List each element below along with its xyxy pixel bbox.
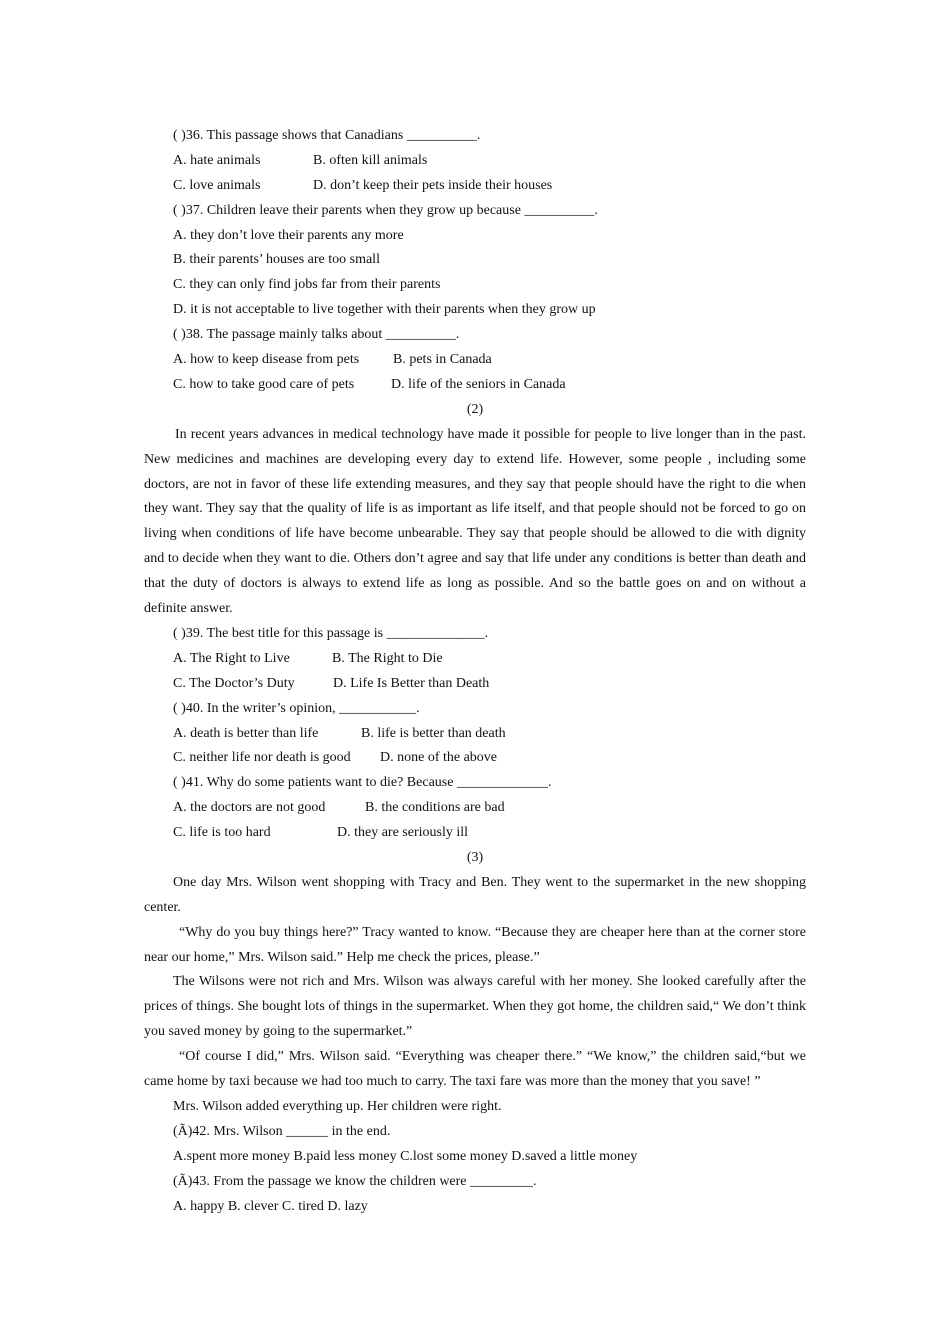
question-39-option-d: D. Life Is Better than Death: [333, 675, 490, 691]
question-39-options-row1: [144, 647, 806, 672]
question-40-option-b: B. life is better than death: [361, 725, 506, 741]
exam-page: [144, 124, 806, 1219]
question-39-option-c: C. The Doctor’s Duty: [173, 675, 295, 691]
question-36-option-d: D. don’t keep their pets inside their houses: [313, 177, 553, 193]
question-41-option-c: C. life is too hard: [173, 825, 271, 841]
question-38-stem: ( )38. The passage mainly talks about __________.: [173, 327, 460, 343]
question-42-stem: (Ã)42. Mrs. Wilson ______ in the end.: [173, 1123, 391, 1139]
section-3-paragraph-2: “Why do you buy things here?” Tracy wanted to know. “Because they are cheaper here than at the corner store near our home,” Mrs. Wilson said.” Help me check the prices, please.”: [144, 924, 806, 965]
question-37-option-a: A. they don’t love their parents any more: [173, 227, 404, 243]
question-42-options: A.spent more money B.paid less money C.lost some money D.saved a little money: [173, 1148, 638, 1164]
question-37-option-d: D. it is not acceptable to live together with their parents when they grow up: [173, 302, 596, 318]
question-41-option-a: A. the doctors are not good: [173, 800, 326, 816]
question-39-options-row2: [144, 672, 806, 697]
question-41-option-b: B. the conditions are bad: [365, 800, 505, 816]
question-41-options-row2: [144, 821, 806, 846]
question-40-stem: ( )40. In the writer’s opinion, ___________.: [173, 700, 420, 716]
question-37-option-c: C. they can only find jobs far from their parents: [173, 277, 441, 293]
section-2-passage: In recent years advances in medical technology have made it possible for people to live longer than in the past. New medicines and machines are developing every day to extend life. However, some people , including some doctors, are not in favor of these life extending measures, and they say that people should have the right to die when they want. They say that the quality of life is as important as life itself, and that people should not be forced to go on living when conditions of life have become unbearable. They say that people should be allowed to die with dignity and to decide when they want to die. Others don’t agree and say that life under any conditions is better than death and that the duty of doctors is always to extend life as long as possible. And so the battle goes on and on without a definite answer.: [144, 426, 806, 617]
question-40-options-row2: [144, 746, 806, 771]
question-39-stem: ( )39. The best title for this passage is ______________.: [173, 625, 489, 641]
question-38-option-d: D. life of the seniors in Canada: [391, 376, 566, 392]
question-43-options: A. happy B. clever C. tired D. lazy: [173, 1198, 368, 1214]
question-36-options-row2: [144, 174, 806, 199]
section-3-heading: (3): [466, 849, 484, 865]
question-38-option-c: C. how to take good care of pets: [173, 376, 355, 392]
question-38-options-row1: [144, 348, 806, 373]
question-38-options-row2: [144, 373, 806, 398]
question-37-stem: ( )37. Children leave their parents when they grow up because __________.: [173, 202, 598, 218]
question-43-stem: (Ã)43. From the passage we know the children were _________.: [173, 1173, 537, 1189]
question-40-options-row1: [144, 722, 806, 747]
section-3-paragraph-3: The Wilsons were not rich and Mrs. Wilson was always careful with her money. She looked carefully after the prices of things. She bought lots of things in the supermarket. When they got home, the children said,“ We don’t think you saved money by going to the supermarket.”: [144, 974, 806, 1040]
question-40-option-a: A. death is better than life: [173, 725, 319, 741]
question-36-option-b: B. often kill animals: [313, 152, 428, 168]
question-38-option-b: B. pets in Canada: [393, 352, 492, 368]
section-3-paragraph-1: One day Mrs. Wilson went shopping with Tracy and Ben. They went to the supermarket in the new shopping center.: [144, 874, 806, 915]
question-36-option-c: C. love animals: [173, 177, 261, 193]
question-39-option-a: A. The Right to Live: [173, 650, 290, 666]
question-41-stem: ( )41. Why do some patients want to die? Because _____________.: [173, 775, 552, 791]
section-3-paragraph-4: “Of course I did,” Mrs. Wilson said. “Everything was cheaper there.” “We know,” the children said,“but we came home by taxi because we had too much to carry. The taxi fare was more than the money that you save! ”: [144, 1049, 806, 1090]
section-2-heading: (2): [466, 401, 484, 417]
question-40-option-c: C. neither life nor death is good: [173, 750, 351, 766]
question-36-options-row1: [144, 149, 806, 174]
question-38-option-a: A. how to keep disease from pets: [173, 352, 360, 368]
question-41-options-row1: [144, 796, 806, 821]
question-41-option-d: D. they are seriously ill: [337, 825, 469, 841]
question-37-option-b: B. their parents’ houses are too small: [173, 252, 380, 268]
question-36-stem: ( )36. This passage shows that Canadians __________.: [173, 128, 481, 143]
question-40-option-d: D. none of the above: [380, 750, 498, 766]
question-39-option-b: B. The Right to Die: [332, 650, 443, 666]
section-3-paragraph-5: Mrs. Wilson added everything up. Her children were right.: [173, 1099, 502, 1114]
question-36-option-a: A. hate animals: [173, 152, 261, 168]
